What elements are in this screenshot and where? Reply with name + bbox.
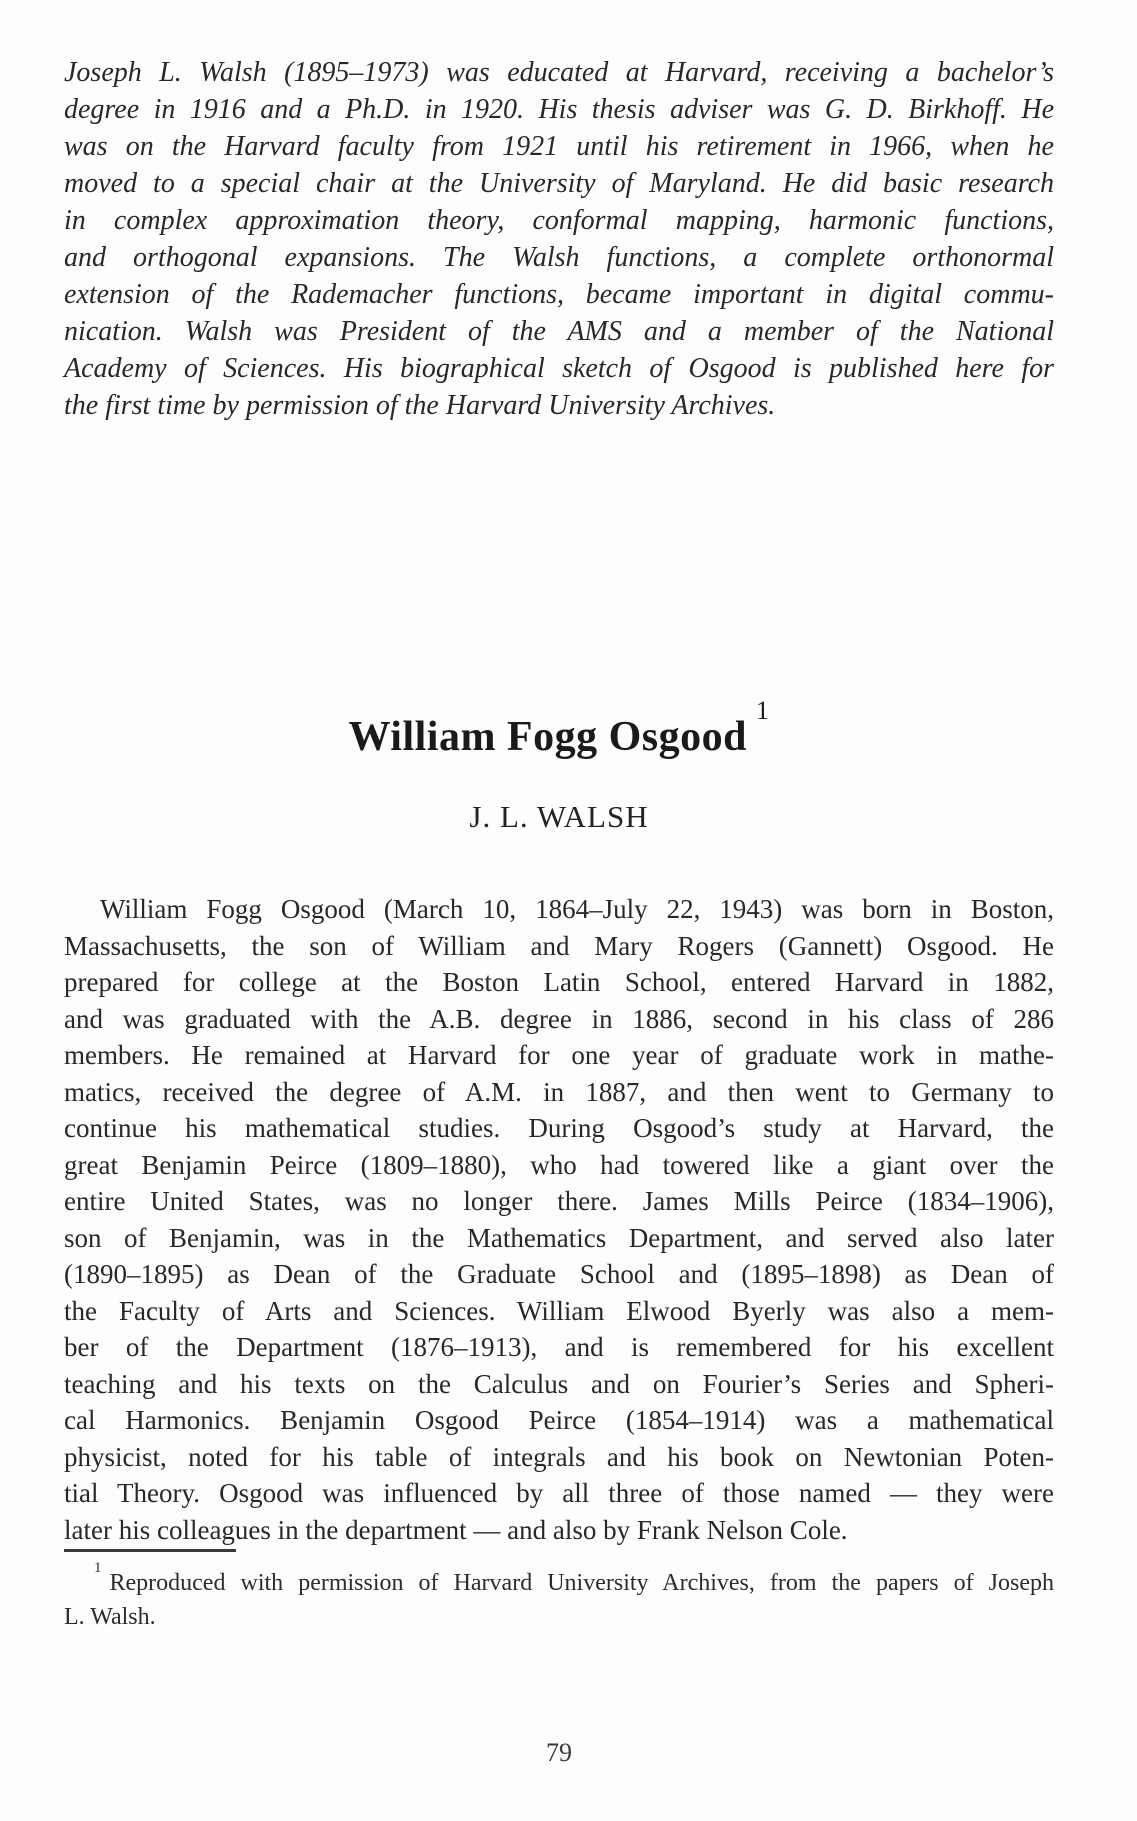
article-title-text: William Fogg Osgood	[348, 714, 747, 760]
footnote-text: Reproduced with permission of Harvard University Archives, from the papers of Joseph	[109, 1570, 1054, 1596]
footnote	[64, 1560, 1054, 1634]
preface-line: Academy of Sciences. His biographical sketch of Osgood is published here for	[64, 353, 1054, 384]
article-title	[64, 696, 1054, 761]
author-byline: J. L. WALSH	[469, 799, 649, 834]
preface-line: degree in 1916 and a Ph.D. in 1920. His thesis adviser was G. D. Birkhoff. He	[64, 94, 1054, 125]
body-line: entire United States, was no longer there. James Mills Peirce (1834–1906),	[64, 1186, 1054, 1216]
preface-line: in complex approximation theory, conformal mapping, harmonic functions,	[64, 205, 1054, 236]
article-body-paragraph	[64, 891, 1054, 1548]
body-line: matics, received the degree of A.M. in 1887, and then went to Germany to	[64, 1076, 1054, 1107]
body-line: cal Harmonics. Benjamin Osgood Peirce (1854–1914) was a mathematical	[64, 1405, 1054, 1435]
footnote-continuation-line: L. Walsh.	[64, 1604, 156, 1630]
title-block	[64, 696, 1054, 835]
title-footnote-marker: 1	[755, 696, 770, 725]
body-line: (1890–1895) as Dean of the Graduate School and (1895–1898) as Dean of	[64, 1259, 1054, 1289]
body-line: ber of the Department (1876–1913), and is remembered for his excellent	[64, 1332, 1054, 1362]
preface-line: was on the Harvard faculty from 1921 until his retirement in 1966, when he	[64, 131, 1054, 162]
body-line: Massachusetts, the son of William and Mary Rogers (Gannett) Osgood. He	[64, 930, 1054, 961]
preface-line: extension of the Rademacher functions, became important in digital commu-	[64, 279, 1054, 310]
body-line: the Faculty of Arts and Sciences. William Elwood Byerly was also a mem-	[64, 1295, 1054, 1326]
preface-line: Joseph L. Walsh (1895–1973) was educated at Harvard, receiving a bachelor’s	[64, 57, 1054, 88]
body-line: members. He remained at Harvard for one year of graduate work in mathe-	[64, 1040, 1054, 1070]
body-line: continue his mathematical studies. During Osgood’s study at Harvard, the	[64, 1113, 1054, 1143]
body-line: teaching and his texts on the Calculus and on Fourier’s Series and Spheri-	[64, 1368, 1054, 1399]
body-line: prepared for college at the Boston Latin School, entered Harvard in 1882,	[64, 967, 1054, 997]
page-number: 79	[546, 1738, 572, 1767]
body-line: physicist, noted for his table of integrals and his book on Newtonian Poten-	[64, 1441, 1054, 1472]
footnote-line	[64, 1560, 1054, 1600]
body-line: son of Benjamin, was in the Mathematics Department, and served also later	[64, 1222, 1054, 1253]
body-line: great Benjamin Peirce (1809–1880), who had towered like a giant over the	[64, 1149, 1054, 1180]
footnote-marker: 1	[94, 1560, 102, 1576]
body-line: later his colleagues in the department — and also by Frank Nelson Cole.	[64, 1514, 848, 1545]
body-line: William Fogg Osgood (March 10, 1864–July 22, 1943) was born in Boston,	[100, 894, 1054, 924]
footnote-separator-rule	[64, 1549, 236, 1552]
preface-line: moved to a special chair at the University of Maryland. He did basic research	[64, 168, 1054, 199]
body-line: and was graduated with the A.B. degree in 1886, second in his class of 286	[64, 1003, 1054, 1034]
body-line: tial Theory. Osgood was influenced by all three of those named — they were	[64, 1478, 1054, 1508]
preface-line: and orthogonal expansions. The Walsh functions, a complete orthonormal	[64, 242, 1054, 273]
preface-line: the first time by permission of the Harvard University Archives.	[64, 390, 776, 421]
preface-paragraph	[64, 54, 1054, 424]
preface-line: nication. Walsh was President of the AMS and a member of the National	[64, 316, 1054, 347]
